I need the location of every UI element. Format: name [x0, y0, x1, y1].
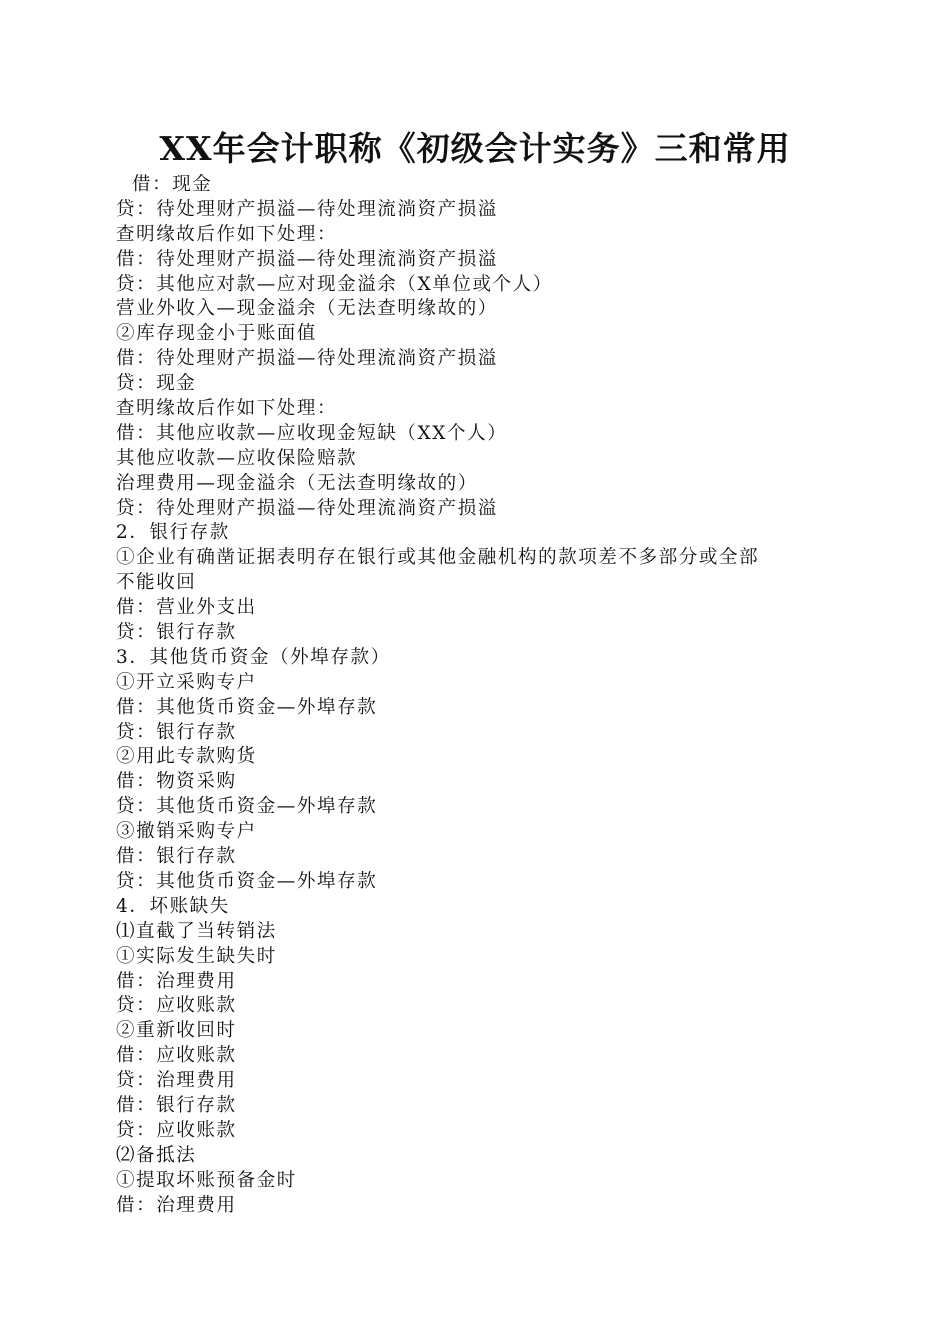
text-line: 借：待处理财产损溢—待处理流淌资产损溢 [116, 248, 498, 270]
text-line: 借：待处理财产损溢—待处理流淌资产损溢 [116, 348, 498, 370]
text-line: 贷：其他货币资金—外埠存款 [116, 870, 378, 892]
text-line: 贷：其他货币资金—外埠存款 [116, 796, 378, 818]
text-line: ①实际发生缺失时 [116, 945, 277, 967]
text-line: 借：营业外支出 [116, 597, 257, 619]
text-line: ⑵备抵法 [116, 1144, 197, 1166]
text-line: ①提取坏账预备金时 [116, 1169, 297, 1191]
text-line: ①开立采购专户 [116, 671, 257, 693]
text-line: ①企业有确凿证据表明存在银行或其他金融机构的款项差不多部分或全部 [116, 547, 760, 569]
text-line: ⑴直截了当转销法 [116, 920, 277, 942]
text-line: 贷：待处理财产损溢—待处理流淌资产损溢 [116, 497, 498, 519]
text-line: 治理费用—现金溢余（无法查明缘故的） [116, 472, 478, 494]
text-line: 贷：银行存款 [116, 721, 237, 743]
text-line: 贷：应收账款 [116, 1119, 237, 1141]
text-line: 不能收回 [116, 572, 197, 594]
text-line: 贷：治理费用 [116, 1070, 237, 1092]
text-line: 查明缘故后作如下处理： [116, 398, 338, 420]
text-line: 借：其他货币资金—外埠存款 [116, 696, 378, 718]
text-line: 借：其他应收款—应收现金短缺（XX个人） [116, 422, 508, 444]
text-line: 贷：银行存款 [116, 622, 237, 644]
text-line: 借：现金 [132, 174, 213, 195]
text-line: 查明缘故后作如下处理： [116, 223, 338, 245]
document-title: XX年会计职称《初级会计实务》三和常用 [159, 129, 791, 168]
text-line: 借：银行存款 [116, 846, 237, 868]
text-line: 其他应收款—应收保险赔款 [116, 447, 358, 469]
text-line: ②用此专款购货 [116, 746, 257, 768]
text-line: 借：治理费用 [116, 970, 237, 992]
text-line: 营业外收入—现金溢余（无法查明缘故的） [116, 298, 498, 320]
text-line: 借：物资采购 [116, 771, 237, 793]
text-line: 贷：应收账款 [116, 995, 237, 1017]
text-line: 借：银行存款 [116, 1094, 237, 1116]
text-line: 2．银行存款 [116, 522, 230, 544]
text-line: 借：治理费用 [116, 1194, 237, 1216]
text-line: 贷：待处理财产损溢—待处理流淌资产损溢 [116, 198, 498, 220]
document-body [116, 173, 846, 1218]
text-line: 4．坏账缺失 [116, 895, 230, 917]
text-line: 借：应收账款 [116, 1045, 237, 1067]
text-line: 贷：现金 [116, 373, 197, 395]
text-line: ③撤销采购专户 [116, 821, 257, 843]
text-line: 3．其他货币资金（外埠存款） [116, 646, 391, 668]
text-line: ②库存现金小于账面值 [116, 323, 318, 345]
text-line: ②重新收回时 [116, 1020, 237, 1042]
text-line: 贷：其他应对款—应对现金溢余（X单位或个人） [116, 273, 553, 295]
